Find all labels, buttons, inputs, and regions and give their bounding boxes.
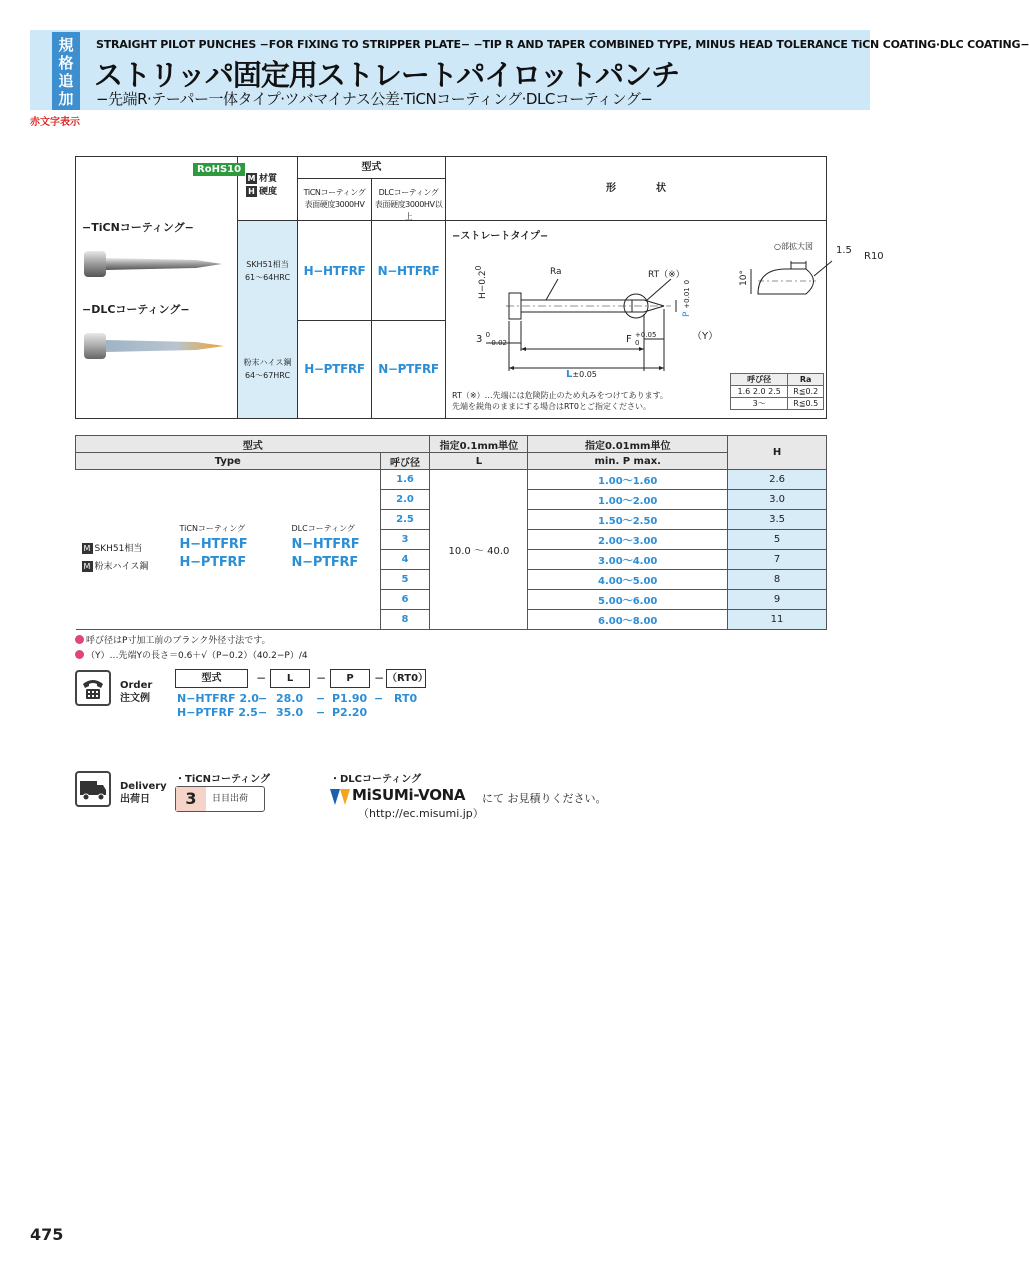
phone-icon: [75, 670, 111, 706]
order-example-l: 28.0: [276, 692, 304, 705]
h-cell: 8: [728, 570, 827, 590]
punch-drawing: [446, 221, 826, 386]
dlc-punch-image: [76, 321, 236, 371]
nominal-cell: 4: [380, 550, 430, 570]
dim-h-tol: $H-0.2^0$: [474, 265, 488, 299]
nominal-cell: 8: [380, 610, 430, 630]
notes: 呼び径はP寸加工前のブランク外径寸法です。 （Y）…先端Yの長さ＝0.6＋√（P−0.2）（40.2−P）/4: [75, 634, 308, 664]
quote-note: にて お見積りください。: [482, 792, 607, 805]
p-range-cell: 1.00〜2.00: [528, 490, 728, 510]
order-type-box: 型式: [175, 669, 248, 688]
p-header: min. P max.: [528, 453, 728, 470]
h-cell: 3.5: [728, 510, 827, 530]
model-h-ptfrf: H−PTFRF: [179, 554, 247, 570]
p-range-cell: 5.00〜6.00: [528, 590, 728, 610]
p-range-cell: 1.00〜1.60: [528, 470, 728, 490]
p-range-cell: 4.00〜5.00: [528, 570, 728, 590]
h-cell: 7: [728, 550, 827, 570]
p-range-cell: 1.50〜2.50: [528, 510, 728, 530]
h-cell: 11: [728, 610, 827, 630]
note-icon: [75, 635, 84, 644]
nominal-cell: 2.5: [380, 510, 430, 530]
h-cell: 2.6: [728, 470, 827, 490]
shape-header: 形状: [446, 157, 826, 221]
dim-1-5: 1.5: [836, 245, 852, 256]
ticn-coating-label: −TiCNコーティング−: [82, 221, 194, 234]
model-h-htfrf: H−HTFRF: [179, 536, 248, 552]
ticn-subheader: TiCNコーティング 表面硬度3000HV: [298, 179, 372, 221]
delivery-dlc-label: ・DLCコーティング: [330, 774, 422, 785]
type-en-header: Type: [76, 453, 381, 470]
spec-table: [75, 435, 827, 630]
table-row: [76, 470, 827, 490]
dim-f-tol: F +0.05 0: [626, 331, 657, 347]
p-range-cell: 3.00〜4.00: [528, 550, 728, 570]
model-h-htfrf: H−HTFRF: [298, 221, 372, 320]
order-example-p: P1.90: [332, 692, 368, 705]
misumi-vona-brand: MiSUMi-VONA: [352, 786, 466, 804]
h-cell: 9: [728, 590, 827, 610]
delivery-label: Delivery 出荷日: [120, 781, 167, 805]
order-example-l: 35.0: [276, 706, 304, 719]
rohs-badge: RoHS10: [193, 163, 245, 176]
material-cell-skh51: SKH51相当 61〜64HRC: [238, 221, 298, 320]
page-subtitle: −先端R·テーパー一体タイプ·ツバマイナス公差·TiCNコーティング·DLCコーティング−: [96, 90, 653, 108]
order-example-type: H−PTFRF 2.5: [177, 706, 258, 719]
nominal-cell: 3: [380, 530, 430, 550]
spec-added-tag: 規 格 追 加: [52, 32, 80, 110]
note-icon: [75, 650, 84, 659]
delivery-days-text: 日目出荷: [212, 794, 249, 804]
dim-p-tol: P +0.01 0: [682, 279, 692, 317]
misumi-url[interactable]: （http://ec.misumi.jp）: [358, 807, 484, 820]
l-header: L: [430, 453, 528, 470]
ra-table: 呼び径 Ra 1.6 2.0 2.5 R≦0.2 3〜 R≦0.5: [730, 373, 824, 410]
model-n-ptfrf: N−PTFRF: [291, 554, 359, 570]
model-n-htfrf: N−HTFRF: [372, 221, 446, 320]
misumi-vona-logo-icon: [330, 787, 350, 807]
order-p-box: P: [330, 669, 370, 688]
p-range-cell: 6.00〜8.00: [528, 610, 728, 630]
nominal-header: 呼び径: [380, 453, 430, 470]
type-header: 型式: [298, 157, 446, 179]
ra-label: Ra: [550, 267, 562, 277]
truck-icon: [75, 771, 111, 807]
order-l-box: L: [270, 669, 310, 688]
product-overview-table: [75, 156, 884, 419]
nominal-cell: 5: [380, 570, 430, 590]
order-rt0-box: （RT0）: [386, 669, 426, 688]
type-header: 型式: [76, 436, 430, 453]
material-cell-powder-hss: 粉末ハイス鋼 64〜67HRC: [238, 320, 298, 418]
delivery-days-number: 3: [176, 787, 206, 811]
page-title: ストリッパ固定用ストレートパイロットパンチ: [94, 58, 680, 92]
h-header: H: [728, 436, 827, 470]
nominal-cell: 6: [380, 590, 430, 610]
l-unit-header: 指定0.1mm単位: [430, 436, 528, 453]
dim-3-tol: 3 0 −0.02: [476, 331, 508, 347]
h-cell: 5: [728, 530, 827, 550]
dim-l-tol: L±0.05: [566, 369, 597, 380]
ticn-punch-image: [76, 241, 236, 291]
model-n-htfrf: N−HTFRF: [291, 536, 360, 552]
order-example-rt: RT0: [394, 692, 418, 705]
order-example-type: N−HTFRF 2.0: [177, 692, 259, 705]
model-n-ptfrf: N−PTFRF: [372, 320, 446, 418]
p-range-cell: 2.00〜3.00: [528, 530, 728, 550]
dim-r10: R10: [864, 251, 884, 262]
order-label: Order 注文例: [120, 680, 153, 704]
technical-drawing: [446, 221, 884, 418]
dlc-subheader: DLCコーティング 表面硬度3000HV以上: [372, 179, 446, 221]
straight-type-label: −ストレートタイプ−: [452, 231, 549, 242]
material-hardness-header: M 材質 H 硬度: [238, 157, 298, 221]
l-range-cell: 10.0 〜 40.0: [430, 470, 528, 630]
order-example-p: P2.20: [332, 706, 368, 719]
dim-y: （Y）: [692, 331, 719, 342]
type-block: TiCNコーティング DLCコーティング M SKH51相当 M 粉末ハイス鋼 H−HTFRF N−HTFRF H−PTFRF N−PTFRF: [76, 470, 381, 630]
title-english: STRAIGHT PILOT PUNCHES −FOR FIXING TO STRIPPER PLATE− −TIP R AND TAPER COMBINED TYPE, MINUS HEAD TOLERANCE TiCN COATING·DLC COATING−: [96, 38, 1029, 51]
p-unit-header: 指定0.01mm単位: [528, 436, 728, 453]
page-number: 475: [30, 1225, 64, 1244]
h-cell: 3.0: [728, 490, 827, 510]
rt-note: RT（※）…先端には危険防止のため丸みをつけてあります。 先端を鋭角のままにする場合はRT0とご指定ください。: [452, 391, 668, 411]
model-h-ptfrf: H−PTFRF: [298, 320, 372, 418]
rt-label: RT（※）: [648, 270, 685, 280]
delivery-ticn-label: ・TiCNコーティング: [175, 774, 270, 785]
nominal-cell: 2.0: [380, 490, 430, 510]
detail-view-label: ○部拡大図: [774, 242, 813, 251]
dlc-coating-label: −DLCコーティング−: [82, 303, 190, 316]
dim-10deg: 10°: [738, 270, 749, 286]
red-text-note: 赤文字表示: [30, 117, 80, 128]
nominal-cell: 1.6: [380, 470, 430, 490]
product-image-cell: [76, 157, 242, 418]
delivery-days-box: [175, 786, 265, 812]
